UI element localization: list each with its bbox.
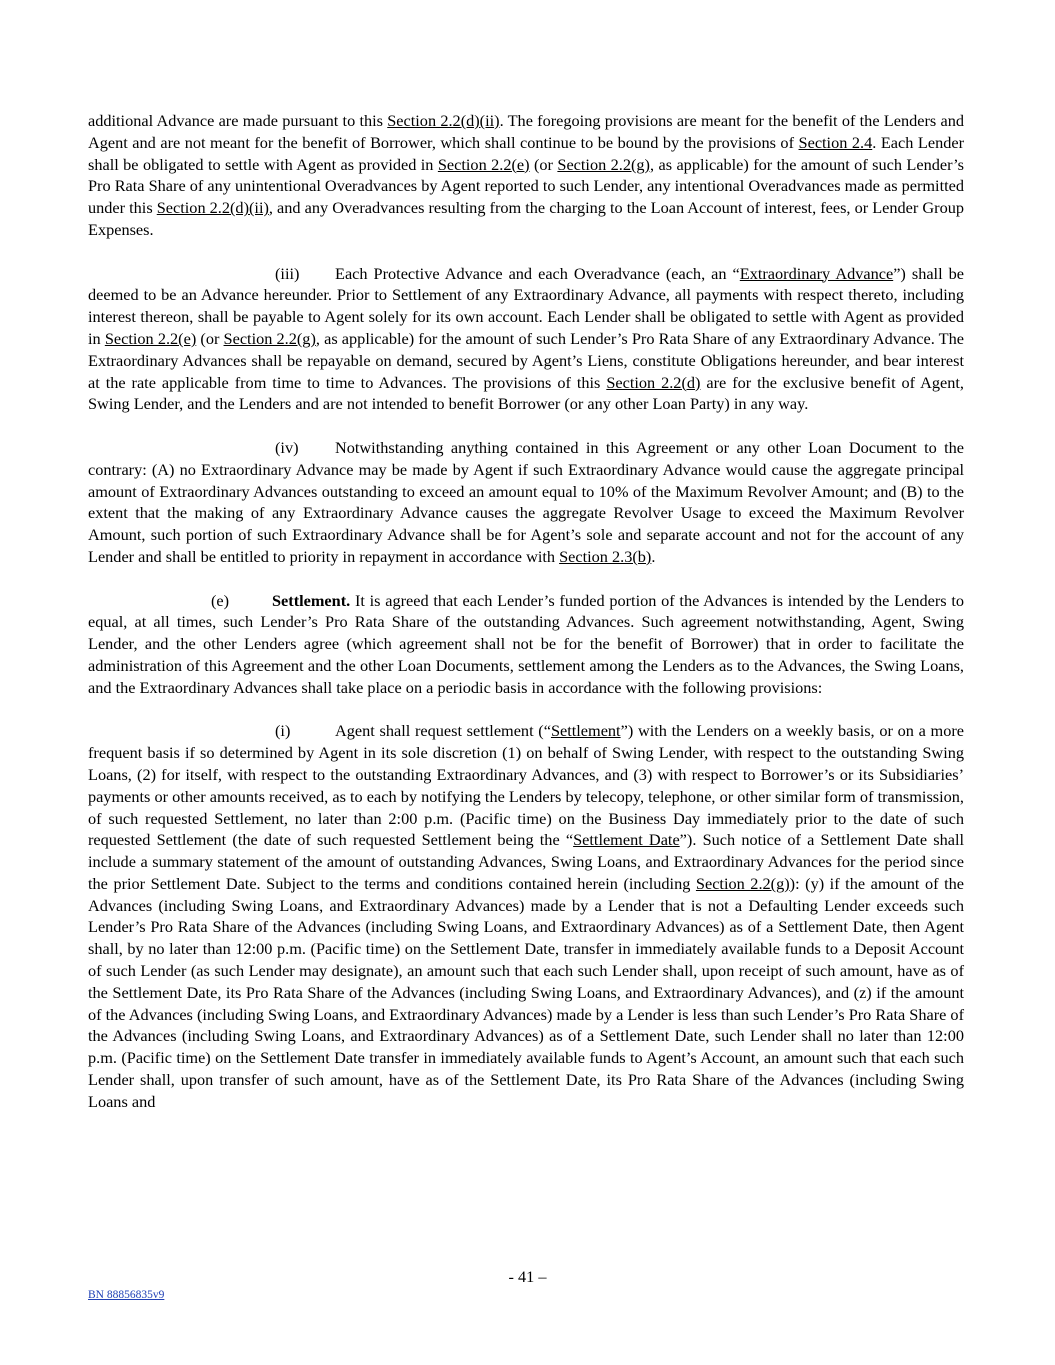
section-reference[interactable]: Section 2.2(d)(ii) bbox=[387, 111, 500, 130]
section-reference[interactable]: Section 2.2(g) bbox=[695, 873, 790, 893]
section-reference[interactable]: Section 2.2(e) bbox=[437, 154, 530, 174]
clause-label: (i) bbox=[275, 721, 291, 741]
text: Each Protective Advance and each Overadvance (each, an “ bbox=[335, 263, 740, 283]
section-reference[interactable]: Section 2.2(d)(ii) bbox=[156, 198, 269, 218]
paragraph-iv-limits bbox=[88, 437, 964, 568]
clause-label: (iv) bbox=[275, 437, 299, 457]
text: , and any Overadvances resulting from the charging to the Loan Account of interest, fees, or Lender Group Expenses. bbox=[88, 198, 964, 239]
document-body bbox=[88, 110, 964, 1134]
defined-term: Settlement Date bbox=[573, 830, 680, 850]
defined-term: Settlement bbox=[550, 721, 621, 741]
text: , as applicable) for the amount of such Lender’s Pro Rata Share of any Extraordinary Advance. The Extraordinary Advances shall be repayable on demand, secured by Agent’s Liens, constitute Obligations hereunder, and bear interest at the rate applicable from time to time to Advances. The provisions of this bbox=[88, 328, 964, 392]
text: (or bbox=[529, 154, 558, 174]
section-reference[interactable]: Section 2.2(g) bbox=[557, 154, 650, 174]
section-reference[interactable]: Section 2.2(g) bbox=[223, 328, 316, 348]
section-reference[interactable]: Section 2.2(d) bbox=[606, 372, 701, 392]
text: It is agreed that each Lender’s funded portion of the Advances is intended by the Lenders to equal, at all times, such Lender’s Pro Rata Share of the outstanding Advances. Such agreement notwithstanding, Agent, Swing Lender, and the other Lenders agree (which agreement shall not be for the benefit of Borrower) that in order to facilitate the administration of this Agreement and the other Loan Documents, settlement among the Lenders as to the Advances, the Swing Loans, and the Extraordinary Advances shall take place on a periodic basis in accordance with the following provisions: bbox=[88, 590, 964, 697]
paragraph-i-settlement-request bbox=[88, 720, 964, 1112]
text: ): (y) if the amount of the Advances (including Swing Loans, and Extraordinary Advances) made by a Lender that is not a Defaulting Lender exceeds such Lender’s Pro Rata Share of the Advances (including Swing Loans, and Extraordinary Advances) as of a Settlement Date, then Agent shall, by no later than 12:00 p.m. (Pacific time) on the Settlement Date, transfer in immediately available funds to a Deposit Account of such Lender (as such Lender may designate), an amount such that each such Lender shall, upon receipt of such amount, have as of the Settlement Date, its Pro Rata Share of the Advances (including Swing Loans, and Extraordinary Advances), and (z) if the amount of the Advances (including Swing Loans, and Extraordinary Advances) made by a Lender is less than such Lender’s Pro Rata Share of the Advances (including Swing Loans, and Extraordinary Advances) as of a Settlement Date, such Lender shall no later than 12:00 p.m. (Pacific time) on the Settlement Date transfer in immediately available funds to Agent’s Account, an amount such that each such Lender shall, upon transfer of such amount, have as of the Settlement Date, its Pro Rata Share of the Advances (including Swing Loans and bbox=[88, 873, 965, 1111]
text: (or bbox=[196, 328, 224, 348]
clause-label: (e) bbox=[211, 590, 230, 610]
text: ”). Such notice of a Settlement Date shall include a summary statement of the amount of outstanding Advances, Swing Loans, and Extraordinary Advances for the period since the prior Settlement Date. Subject to the terms and conditions contained herein (including bbox=[88, 830, 965, 893]
text: Agent shall request settlement (“ bbox=[335, 721, 551, 741]
text: Notwithstanding anything contained in this Agreement or any other Loan Document to the contrary: (A) no Extraordinary Advance may be made by Agent if such Extraordinary Advance would cause the aggregate principal amount of Extraordinary Advances outstanding to exceed an amount equal to 10% of the Maximum Revolver Amount; and (B) to the extent that the making of any Extraordinary Advance causes the aggregate Revolver Usage to exceed the Maximum Revolver Amount, such portion of such Extraordinary Advance shall be for Agent’s sole and separate account and not for the account of any Lender and shall be entitled to priority in repayment in accordance with bbox=[88, 437, 964, 566]
text: . Each Lender shall be obligated to settle with Agent as provided in bbox=[88, 132, 965, 174]
text: are for the exclusive benefit of Agent, Swing Lender, and the Lenders and are not intended to benefit Borrower (or any other Loan Party) in any way. bbox=[88, 372, 964, 414]
section-reference[interactable]: Section 2.2(e) bbox=[104, 328, 197, 348]
text: ”) shall be deemed to be an Advance hereunder. Prior to Settlement of any Extraordinary Advance, all payments with respect thereto, including interest thereon, shall be payable to Agent solely for its own account. Each Lender shall be obligated to settle with Agent as provided in bbox=[88, 263, 964, 348]
paragraph-overadvance-continuation bbox=[88, 110, 964, 241]
clause-label: (iii) bbox=[275, 263, 300, 283]
text: , as applicable) for the amount of such Lender’s Pro Rata Share of any unintentional Overadvances by Agent reported to such Lender, any intentional Overadvances made as permitted under this bbox=[88, 154, 964, 218]
section-heading: Settlement. bbox=[272, 590, 351, 610]
text: ”) with the Lenders on a weekly basis, or on a more frequent basis if so determined by Agent in its sole discretion (1) on behalf of Swing Lender, with respect to the outstanding Swing Loans, (2) for itself, with respect to the outstanding Extraordinary Advances, and (3) with respect to Borrower’s or its Subsidiaries’ payments or other amounts received, as to each by notifying the Lenders by telecopy, telephone, or other similar form of transmission, of such requested Settlement, no later than 2:00 p.m. (Pacific time) on the Business Day immediately prior to the date of such requested Settlement (the date of such requested Settlement being the “ bbox=[88, 721, 964, 850]
section-reference[interactable]: Section 2.3(b) bbox=[559, 546, 652, 566]
text: . The foregoing provisions are meant for the benefit of the Lenders and Agent and are not meant for the benefit of Borrower, which shall continue to be bound by the provisions of bbox=[88, 111, 965, 152]
text: . bbox=[651, 546, 656, 566]
page-number: - 41 – bbox=[508, 1267, 547, 1286]
paragraph-iii-extraordinary-advance bbox=[88, 263, 964, 416]
section-reference[interactable]: Section 2.4 bbox=[798, 132, 873, 152]
defined-term: Extraordinary Advance bbox=[739, 263, 894, 283]
document-id-link[interactable]: BN 88856835v9 bbox=[88, 1289, 165, 1301]
text: additional Advance are made pursuant to this bbox=[88, 111, 388, 130]
paragraph-e-settlement bbox=[88, 590, 964, 699]
